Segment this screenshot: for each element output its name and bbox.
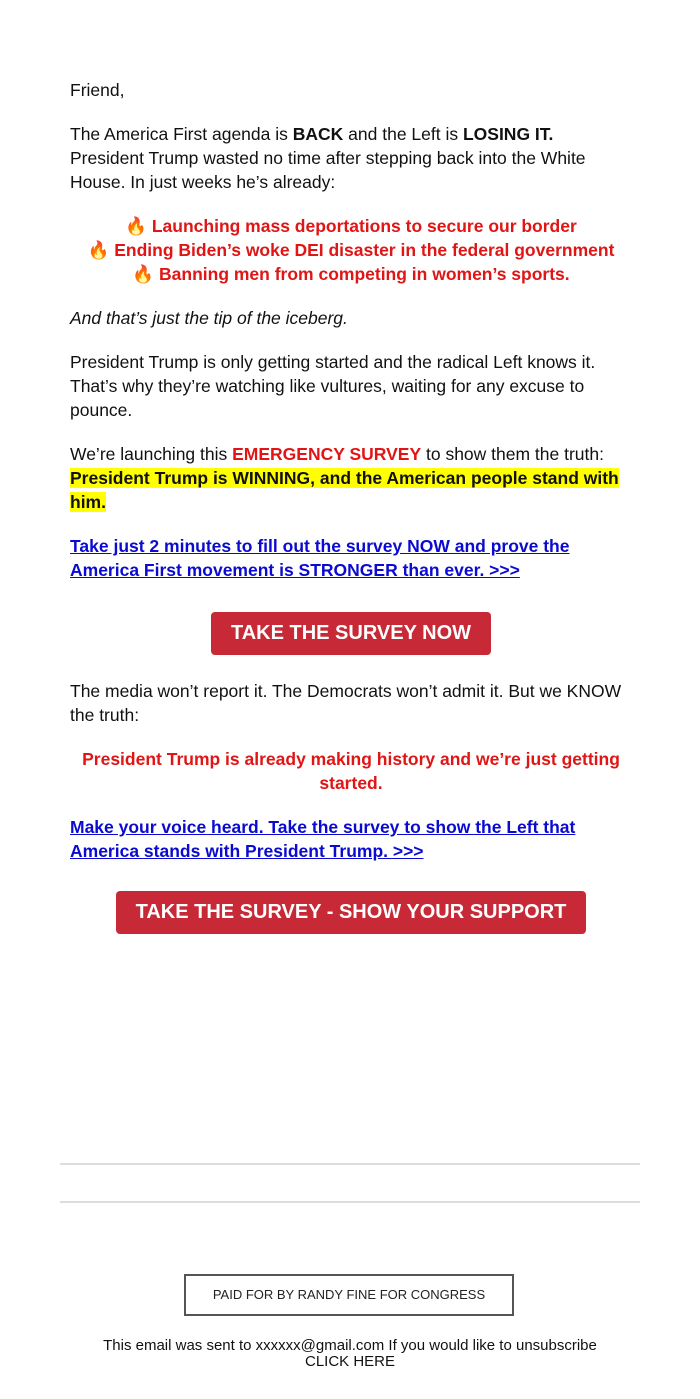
tip-text: And that’s just the tip of the iceberg. — [70, 308, 348, 328]
highlighted-statement: President Trump is WINNING, and the American people stand with him. — [70, 468, 619, 512]
intro-text-1: The America First agenda is — [70, 124, 293, 144]
intro-text-3: President Trump wasted no time after stepping back into the White House. In just weeks he’s already: — [70, 148, 586, 192]
take-survey-button[interactable]: TAKE THE SURVEY NOW — [211, 612, 491, 655]
divider-top — [60, 1163, 640, 1165]
list-item-text: Ending Biden’s woke DEI disaster in the federal government — [114, 240, 615, 260]
footer-sent-text: This email was sent to — [103, 1337, 256, 1354]
show-support-button[interactable]: TAKE THE SURVEY - SHOW YOUR SUPPORT — [116, 891, 586, 934]
greeting: Friend, — [70, 80, 125, 100]
emergency-survey-label: EMERGENCY SURVEY — [232, 444, 422, 464]
footer — [100, 1338, 600, 1370]
history-statement: President Trump is already making history and we’re just getting started. — [82, 749, 620, 793]
fire-icon: 🔥 — [125, 216, 147, 236]
survey-intro-text-2: to show them the truth: — [421, 444, 604, 464]
intro-back: BACK — [292, 124, 344, 144]
button-wrap-1 — [70, 602, 632, 679]
footer-unsubscribe-text: If you would like to unsubscribe — [384, 1337, 597, 1354]
survey-intro-paragraph — [70, 442, 632, 514]
paid-for-disclaimer: PAID FOR BY RANDY FINE FOR CONGRESS — [184, 1274, 514, 1316]
list-item-text: Launching mass deportations to secure our border — [151, 216, 577, 236]
list-item — [54, 262, 648, 286]
survey-link-paragraph-2 — [70, 815, 632, 863]
survey-intro-text-1: We’re launching this — [70, 444, 233, 464]
accomplishments-list — [54, 214, 648, 286]
divider-bottom — [60, 1201, 640, 1203]
list-item — [54, 214, 648, 238]
survey-link-2[interactable]: Make your voice heard. Take the survey to show the Left that America stands with President Trump. >>> — [70, 817, 576, 861]
email-body — [70, 78, 632, 934]
survey-link-1[interactable]: Take just 2 minutes to fill out the survey NOW and prove the America First movement is STRONGER than ever. >>> — [70, 536, 570, 580]
intro-losing: LOSING IT. — [462, 124, 554, 144]
vultures-paragraph: President Trump is only getting started and the radical Left knows it. That’s why they’re watching like vultures, waiting for any excuse to pounce. — [70, 352, 596, 420]
intro-paragraph — [70, 122, 632, 194]
media-paragraph: The media won’t report it. The Democrats won’t admit it. But we KNOW the truth: — [70, 681, 622, 725]
button-wrap-2 — [70, 883, 632, 934]
survey-link-paragraph-1 — [70, 534, 632, 582]
footer-email: xxxxxx@gmail.com — [255, 1337, 385, 1354]
tip-of-iceberg — [70, 306, 632, 330]
fire-icon: 🔥 — [132, 264, 155, 284]
intro-text-2: and the Left is — [343, 124, 463, 144]
unsubscribe-link[interactable]: CLICK HERE — [304, 1353, 396, 1370]
list-item-text: Banning men from competing in women’s sports. — [159, 264, 570, 284]
fire-icon: 🔥 — [87, 240, 110, 260]
list-item — [54, 238, 648, 262]
